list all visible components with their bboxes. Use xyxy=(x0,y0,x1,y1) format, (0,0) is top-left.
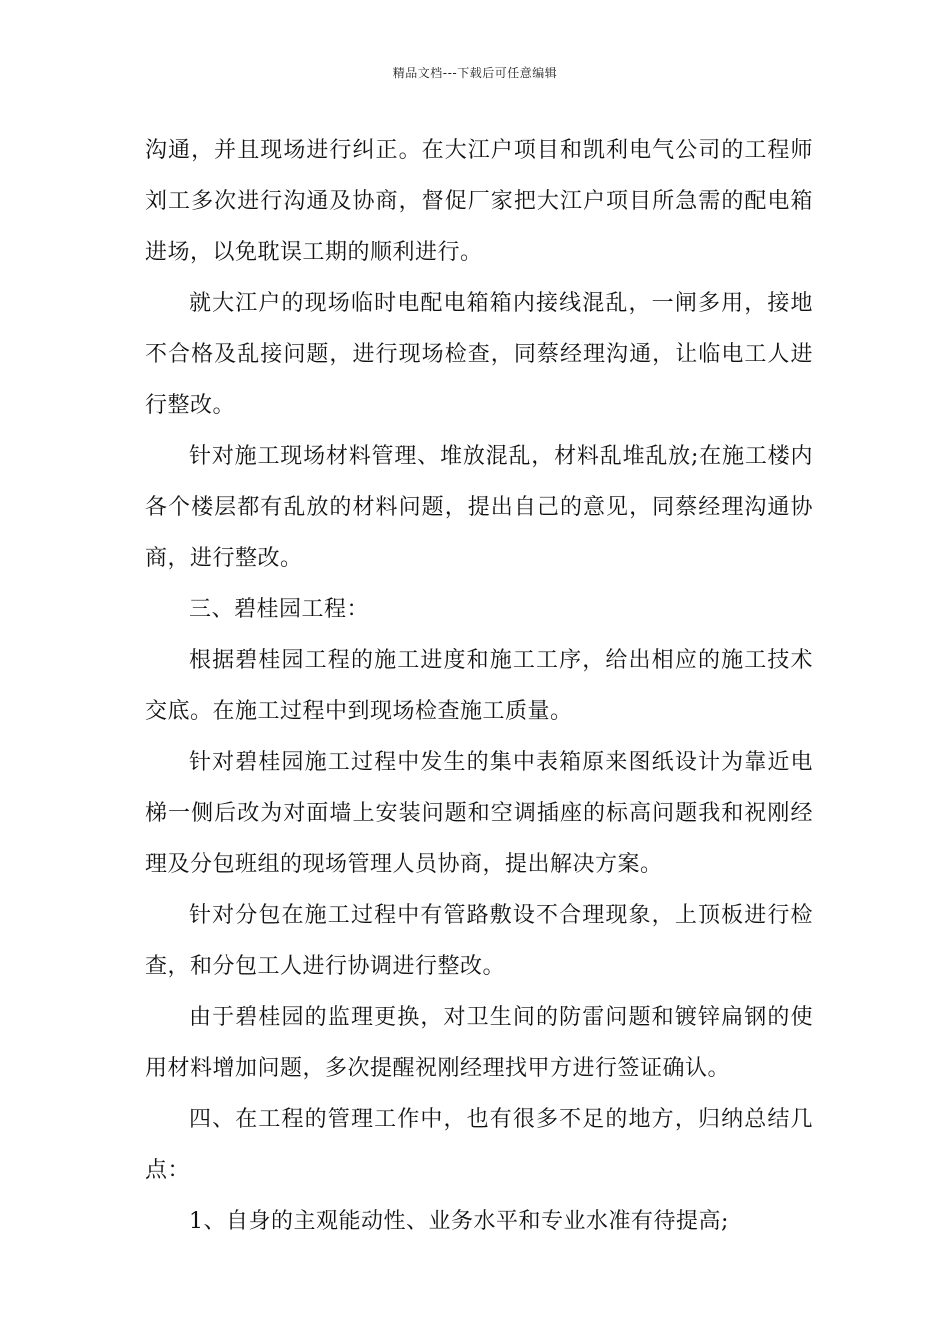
section-heading: 四、在工程的管理工作中，也有很多不足的地方，归纳总结几点： xyxy=(145,1107,813,1183)
paragraph: 由于碧桂园的监理更换，对卫生间的防雷问题和镀锌扁钢的使用材料增加问题，多次提醒祝刚经理找甲方进行签证确认。 xyxy=(145,1005,813,1081)
document-body xyxy=(145,125,813,1247)
paragraph: 针对碧桂园施工过程中发生的集中表箱原来图纸设计为靠近电梯一侧后改为对面墙上安装问题和空调插座的标高问题我和祝刚经理及分包班组的现场管理人员协商，提出解决方案。 xyxy=(145,750,813,877)
paragraph: 针对施工现场材料管理、堆放混乱，材料乱堆乱放;在施工楼内各个楼层都有乱放的材料问题，提出自己的意见，同蔡经理沟通协商，进行整改。 xyxy=(145,444,813,571)
paragraph: 根据碧桂园工程的施工进度和施工工序，给出相应的施工技术交底。在施工过程中到现场检查施工质量。 xyxy=(145,648,813,724)
list-item: 1、自身的主观能动性、业务水平和专业水准有待提高; xyxy=(189,1209,729,1234)
section-heading: 三、碧桂园工程： xyxy=(189,597,370,622)
paragraph: 沟通，并且现场进行纠正。在大江户项目和凯利电气公司的工程师刘工多次进行沟通及协商，督促厂家把大江户项目所急需的配电箱进场，以免耽误工期的顺利进行。 xyxy=(145,138,813,265)
paragraph: 针对分包在施工过程中有管路敷设不合理现象，上顶板进行检查，和分包工人进行协调进行整改。 xyxy=(145,903,813,979)
paragraph: 就大江户的现场临时电配电箱箱内接线混乱，一闸多用，接地不合格及乱接问题，进行现场检查，同蔡经理沟通，让临电工人进行整改。 xyxy=(145,291,813,418)
page-header: 精品文档---下载后可任意编辑 xyxy=(392,66,558,80)
